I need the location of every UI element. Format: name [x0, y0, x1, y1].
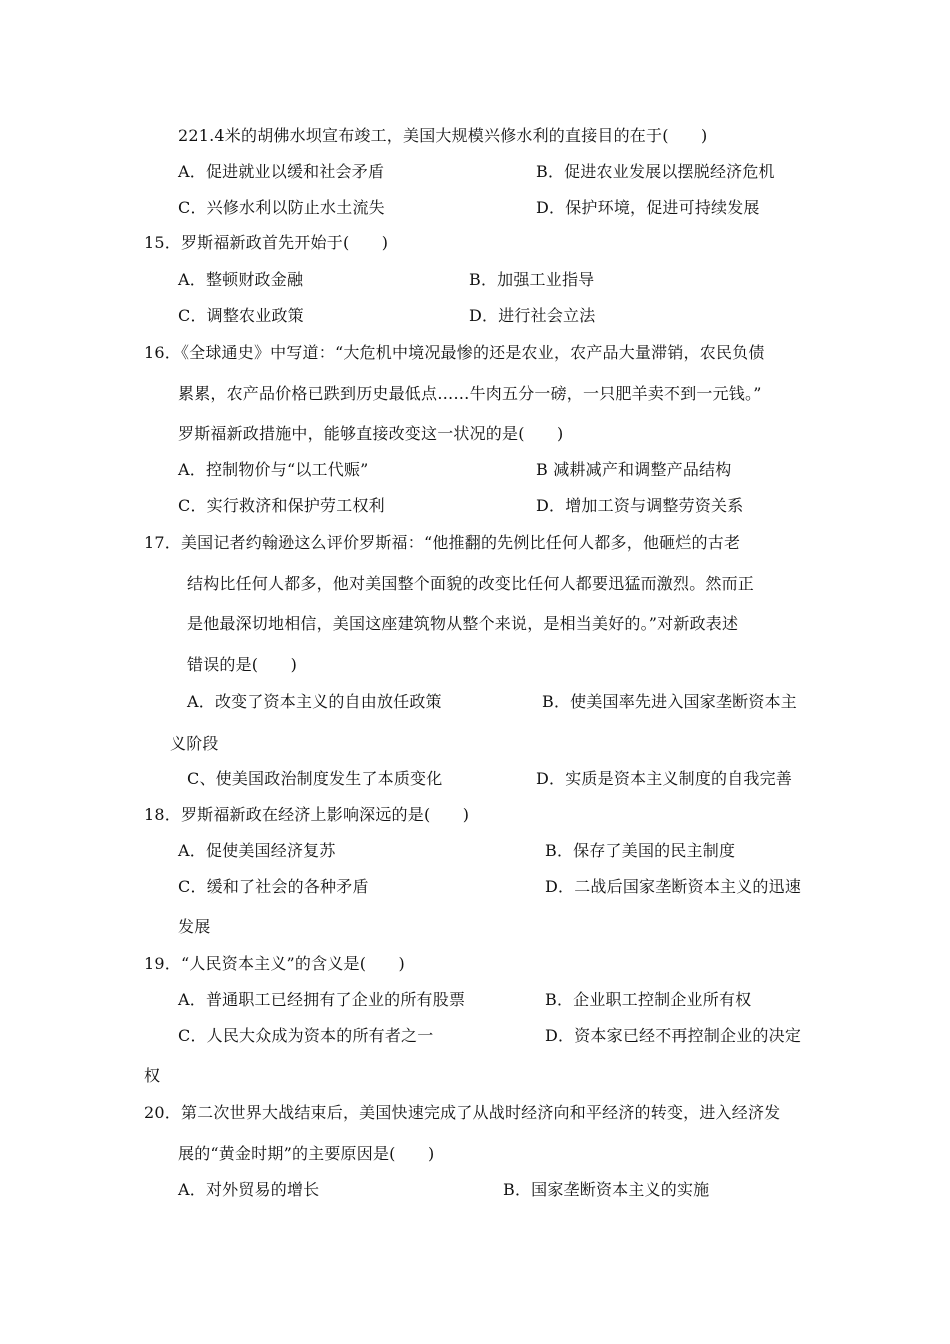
- q18-option-a: A．促使美国经济复苏: [178, 841, 336, 860]
- q19-option-b: B．企业职工控制企业所有权: [545, 990, 752, 1009]
- q20-option-b: B．国家垄断资本主义的实施: [503, 1180, 710, 1199]
- q17-option-d: D．实质是资本主义制度的自我完善: [536, 769, 793, 788]
- q17-stem-line-1: 17．美国记者约翰逊这么评价罗斯福：“他推翻的先例比任何人都多，他砸烂的古老: [144, 533, 741, 552]
- q19-option-d: D．资本家已经不再控制企业的决定: [545, 1026, 802, 1045]
- q15-option-a: A．整顿财政金融: [178, 270, 304, 289]
- q19-option-c: C．人民大众成为资本的所有者之一: [178, 1026, 434, 1045]
- q19-option-d-wrap: 权: [144, 1066, 161, 1085]
- q19-stem: 19．“人民资本主义”的含义是( ): [144, 954, 406, 973]
- q18-option-b: B．保存了美国的民主制度: [545, 841, 736, 860]
- q14-option-b: B．促进农业发展以摆脱经济危机: [536, 162, 775, 181]
- q14-stem-continuation: 221.4米的胡佛水坝宣布竣工，美国大规模兴修水利的直接目的在于( ): [178, 126, 708, 145]
- q17-option-b: B．使美国率先进入国家垄断资本主: [542, 692, 797, 711]
- q15-option-b: B．加强工业指导: [469, 270, 595, 289]
- q16-stem-line-2: 累累，农产品价格已跌到历史最低点……牛肉五分一磅，一只肥羊卖不到一元钱。”: [178, 384, 762, 403]
- q16-option-b: B 减耕减产和调整产品结构: [536, 460, 732, 479]
- q16-option-d: D．增加工资与调整劳资关系: [536, 496, 744, 515]
- q20-option-a: A．对外贸易的增长: [178, 1180, 320, 1199]
- q18-option-c: C．缓和了社会的各种矛盾: [178, 877, 369, 896]
- q20-stem-line-1: 20．第二次世界大战结束后，美国快速完成了从战时经济向和平经济的转变，进入经济发: [144, 1103, 781, 1122]
- q20-stem-line-2: 展的“黄金时期”的主要原因是( ): [178, 1144, 435, 1163]
- q15-option-d: D．进行社会立法: [469, 306, 596, 325]
- q16-option-c: C．实行救济和保护劳工权利: [178, 496, 385, 515]
- q17-stem-line-4: 错误的是( ): [187, 655, 298, 674]
- q14-option-d: D．保护环境，促进可持续发展: [536, 198, 760, 217]
- q14-option-c: C．兴修水利以防止水土流失: [178, 198, 385, 217]
- q15-option-c: C．调整农业政策: [178, 306, 304, 325]
- q16-stem-line-3: 罗斯福新政措施中，能够直接改变这一状况的是( ): [178, 424, 564, 443]
- q19-option-a: A．普通职工已经拥有了企业的所有股票: [178, 990, 466, 1009]
- q17-option-c: C、使美国政治制度发生了本质变化: [187, 769, 443, 788]
- q17-stem-line-3: 是他最深切地相信，美国这座建筑物从整个来说，是相当美好的。”对新政表述: [187, 614, 739, 633]
- q17-option-b-wrap: 义阶段: [170, 734, 219, 753]
- q18-option-d: D．二战后国家垄断资本主义的迅速: [545, 877, 802, 896]
- q16-option-a: A．控制物价与“以工代赈”: [178, 460, 369, 479]
- q18-stem: 18．罗斯福新政在经济上影响深远的是( ): [144, 805, 470, 824]
- q17-stem-line-2: 结构比任何人都多，他对美国整个面貌的改变比任何人都要迅猛而激烈。然而正: [187, 574, 755, 593]
- q16-stem-line-1: 16．《全球通史》中写道：“大危机中境况最惨的还是农业，农产品大量滞销，农民负债: [144, 343, 765, 362]
- q17-option-a: A．改变了资本主义的自由放任政策: [187, 692, 442, 711]
- q14-option-a: A．促进就业以缓和社会矛盾: [178, 162, 385, 181]
- q18-option-d-wrap: 发展: [178, 917, 211, 936]
- q15-stem: 15．罗斯福新政首先开始于( ): [144, 233, 389, 252]
